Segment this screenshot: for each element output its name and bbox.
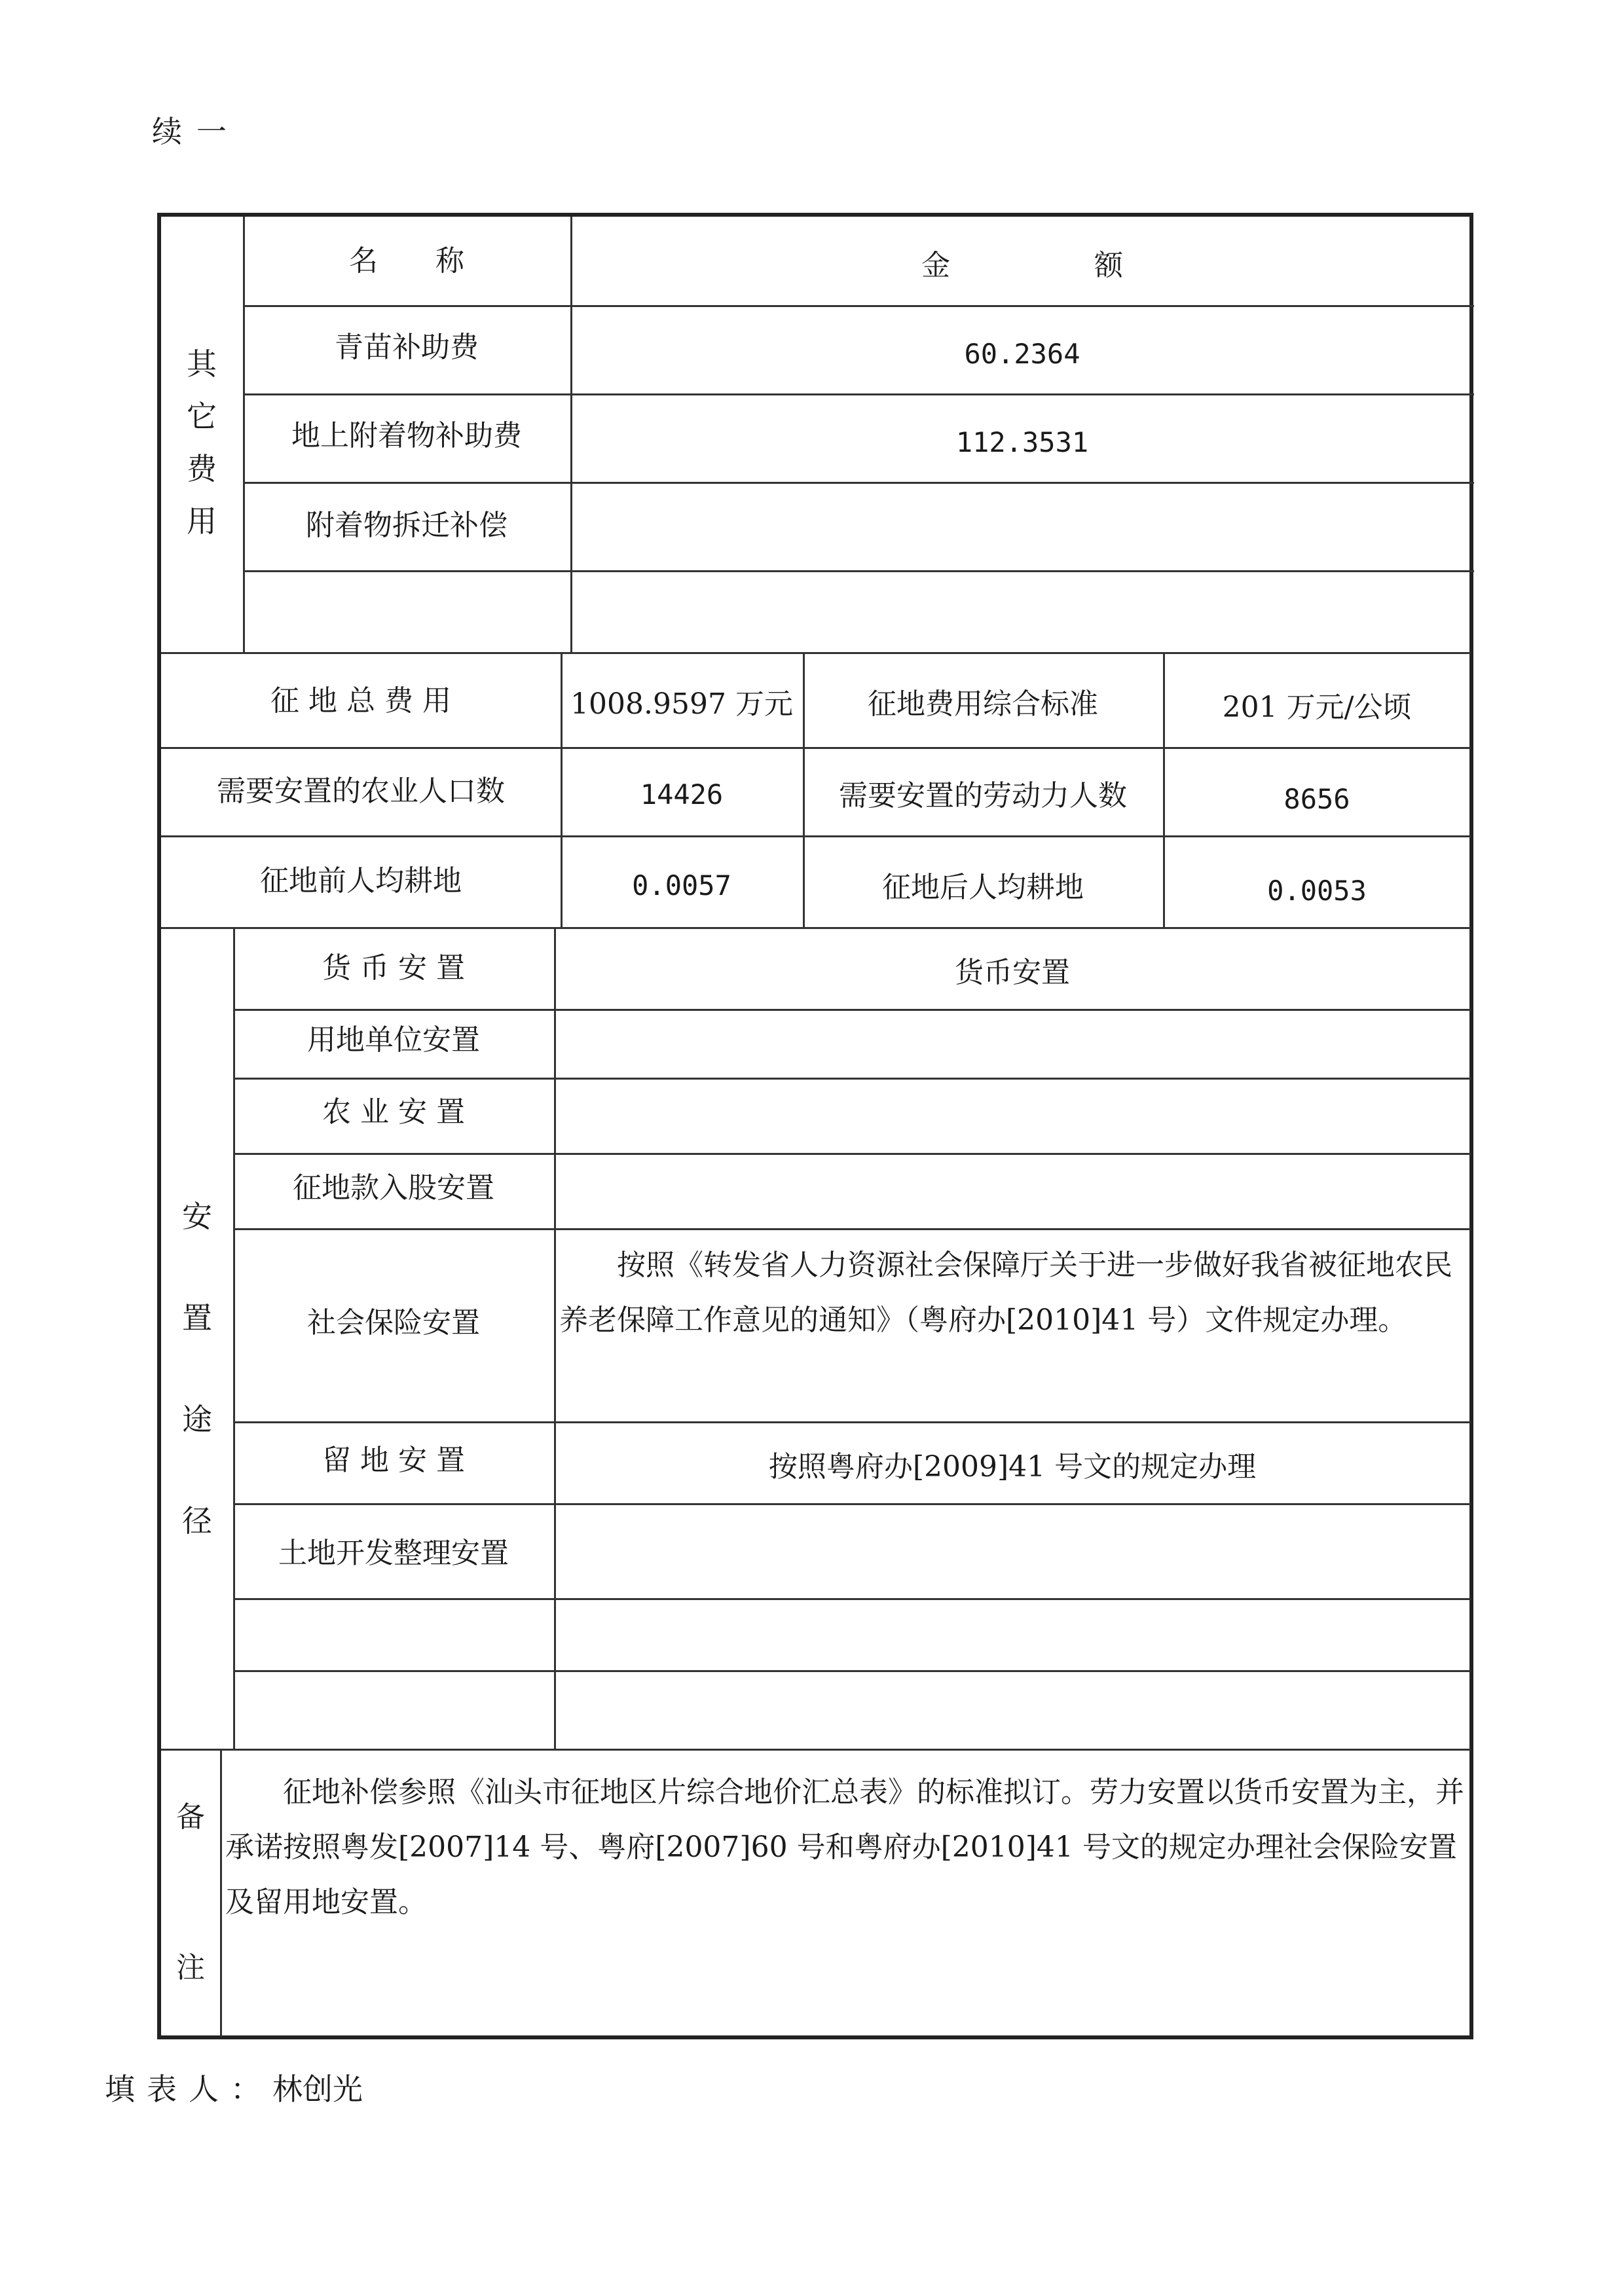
standard-value: 201 万元/公顷 xyxy=(1222,691,1412,724)
resettle-name-employer: 用地单位安置 xyxy=(307,1023,480,1057)
divider xyxy=(233,1503,1471,1505)
resettle-name-equity: 征地款入股安置 xyxy=(293,1171,494,1205)
divider xyxy=(570,217,572,652)
fee-name-demolition: 附着物拆迁补偿 xyxy=(306,509,507,542)
fee-amount-attachments: 112.3531 xyxy=(955,426,1089,458)
total-cost-label: 征 地 总 费 用 xyxy=(270,684,451,718)
divider xyxy=(233,1670,1471,1672)
divider xyxy=(243,570,1474,572)
fee-name-attachments: 地上附着物补助费 xyxy=(291,419,522,452)
resettlement-group-label: 安 置 途 径 xyxy=(182,1199,212,1539)
resettle-name-land-development: 土地开发整理安置 xyxy=(278,1537,509,1570)
resettle-name-social-insurance: 社会保险安置 xyxy=(307,1306,480,1339)
after-label: 征地后人均耕地 xyxy=(882,871,1084,904)
remarks-label-2: 注 xyxy=(176,1951,205,1984)
other-fees-group-label: 其 它 费 用 xyxy=(187,346,217,539)
resettle-value-social-insurance: 按照《转发省人力资源社会保障厅关于进一步做好我省被征地农民养老保障工作意见的通知》（粤府办[2010]41 号）文件规定办理。 xyxy=(559,1248,1452,1337)
agri-pop-value: 14426 xyxy=(640,778,724,811)
divider xyxy=(233,927,235,1749)
divider xyxy=(161,747,1471,749)
resettle-value-reserved-land: 按照粤府办[2009]41 号文的规定办理 xyxy=(768,1450,1257,1484)
labor-value: 8656 xyxy=(1283,783,1350,815)
labor-label: 需要安置的劳动力人数 xyxy=(839,779,1127,812)
divider xyxy=(243,393,1474,395)
divider xyxy=(161,835,1471,837)
before-label: 征地前人均耕地 xyxy=(260,864,462,898)
filler-name: 林创光 xyxy=(272,2071,363,2107)
divider xyxy=(243,305,1474,307)
form-filler xyxy=(105,2066,363,2109)
divider xyxy=(243,482,1474,484)
remarks-text: 征地补偿参照《汕头市征地区片综合地价汇总表》的标准拟订。劳力安置以货币安置为主，并承诺按照粤发[2007]14 号、粤府[2007]60 号和粤府办[2010]41 号文的规定办理社会保险安置及留用地安置。 xyxy=(225,1776,1464,1919)
remarks-label-1: 备 xyxy=(176,1800,205,1834)
divider xyxy=(161,1749,1471,1751)
agri-pop-label: 需要安置的农业人口数 xyxy=(217,774,505,808)
fee-amount-seedling: 60.2364 xyxy=(964,338,1080,370)
divider xyxy=(554,927,556,1749)
divider xyxy=(233,1421,1471,1423)
before-value: 0.0057 xyxy=(632,869,731,902)
divider xyxy=(233,1009,1471,1011)
resettle-name-reserved-land: 留 地 安 置 xyxy=(322,1444,465,1477)
divider xyxy=(161,927,1471,929)
divider xyxy=(233,1598,1471,1600)
divider xyxy=(161,652,1471,654)
total-cost-value: 1008.9597 万元 xyxy=(570,687,793,721)
resettle-name-agricultural: 农 业 安 置 xyxy=(322,1095,465,1129)
divider xyxy=(1163,652,1165,927)
standard-label: 征地费用综合标准 xyxy=(868,687,1098,721)
divider xyxy=(233,1153,1471,1155)
divider xyxy=(803,652,805,927)
fee-name-seedling: 青苗补助费 xyxy=(335,331,479,364)
header-amount: 金 额 xyxy=(921,249,1123,282)
page-heading: 续一 xyxy=(152,114,241,149)
after-value: 0.0053 xyxy=(1267,875,1367,907)
filler-label: 填表人： xyxy=(105,2071,272,2107)
resettle-name-monetary: 货 币 安 置 xyxy=(322,951,465,985)
divider xyxy=(233,1078,1471,1080)
divider xyxy=(220,1749,222,2037)
divider xyxy=(561,652,563,927)
header-name: 名 称 xyxy=(349,244,464,278)
divider xyxy=(243,217,245,652)
resettle-value-monetary: 货币安置 xyxy=(955,956,1070,989)
divider xyxy=(233,1228,1471,1230)
land-acquisition-table xyxy=(157,213,1473,2039)
